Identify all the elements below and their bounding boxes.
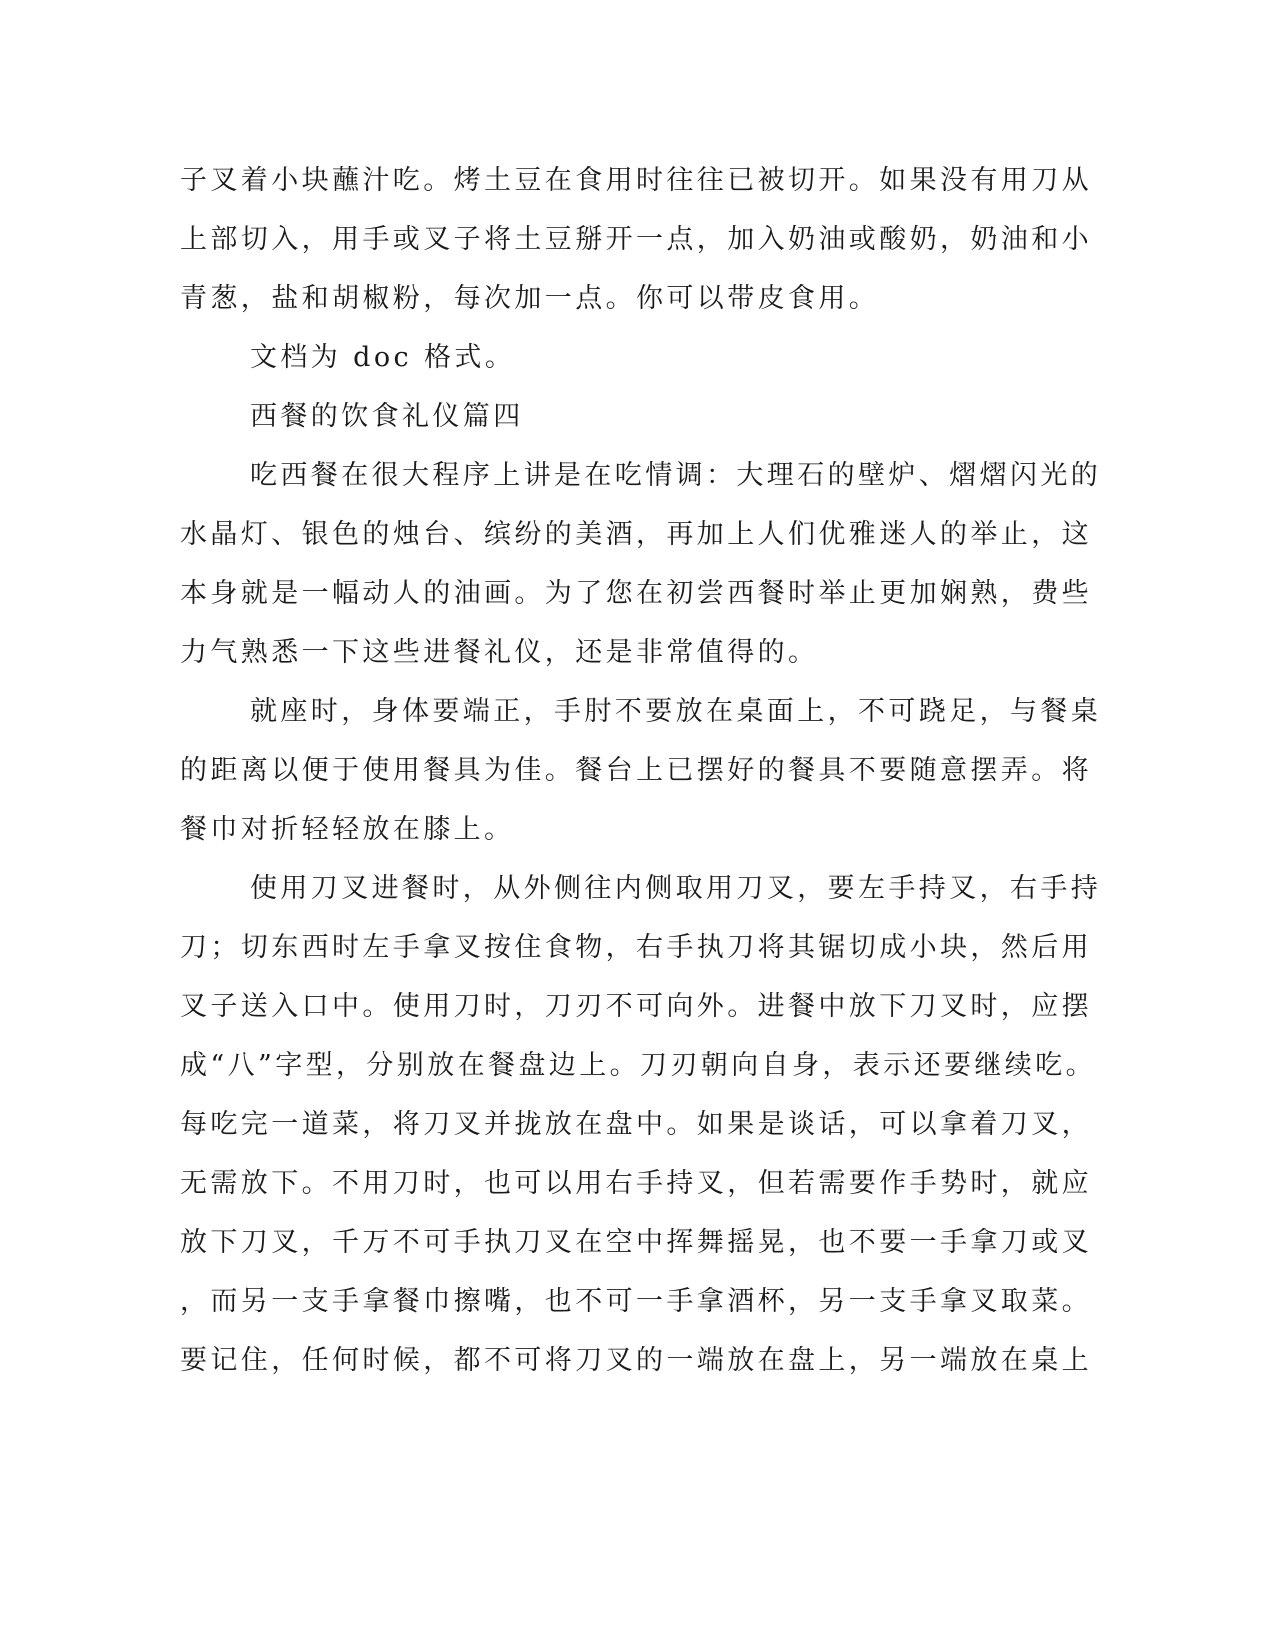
text-line: 青葱，盐和胡椒粉，每次加一点。你可以带皮食用。 xyxy=(180,283,880,314)
text-line: ，而另一支手拿餐巾擦嘴，也不可一手拿酒杯，另一支手拿叉取菜。 xyxy=(180,1286,1092,1317)
text-line: 无需放下。不用刀时，也可以用右手持叉，但若需要作手势时，就应 xyxy=(180,1168,1092,1199)
text-line: 餐巾对折轻轻放在膝上。 xyxy=(180,814,515,845)
text-line: 每吃完一道菜，将刀叉并拢放在盘中。如果是谈话，可以拿着刀叉， xyxy=(180,1109,1092,1140)
text-line: 子叉着小块蘸汁吃。烤土豆在食用时往往已被切开。如果没有用刀从 xyxy=(180,165,1092,196)
text-line: 水晶灯、银色的烛台、缤纷的美酒，再加上人们优雅迷人的举止，这 xyxy=(180,519,1092,550)
text-line: 成“八”字型，分别放在餐盘边上。刀刃朝向自身，表示还要继续吃。 xyxy=(180,1050,1097,1081)
text-line: 叉子送入口中。使用刀时，刀刃不可向外。进餐中放下刀叉时，应摆 xyxy=(180,991,1092,1022)
text-line: 放下刀叉，千万不可手执刀叉在空中挥舞摇晃，也不要一手拿刀或叉 xyxy=(180,1227,1092,1258)
text-line: 文档为 doc 格式。 xyxy=(250,342,516,373)
section-heading: 西餐的饮食礼仪篇四 xyxy=(250,401,524,432)
text-line: 就座时，身体要端正，手肘不要放在桌面上，不可跷足，与餐桌 xyxy=(250,696,1102,727)
text-line: 要记住，任何时候，都不可将刀叉的一端放在盘上，另一端放在桌上 xyxy=(180,1345,1092,1376)
text-line: 使用刀叉进餐时，从外侧往内侧取用刀叉，要左手持叉，右手持 xyxy=(250,873,1102,904)
text-line: 本身就是一幅动人的油画。为了您在初尝西餐时举止更加娴熟，费些 xyxy=(180,578,1092,609)
text-line: 力气熟悉一下这些进餐礼仪，还是非常值得的。 xyxy=(180,637,819,668)
text-line: 上部切入，用手或叉子将土豆掰开一点，加入奶油或酸奶，奶油和小 xyxy=(180,224,1092,255)
text-line: 的距离以便于使用餐具为佳。餐台上已摆好的餐具不要随意摆弄。将 xyxy=(180,755,1092,786)
text-line: 刀；切东西时左手拿叉按住食物，右手执刀将其锯切成小块，然后用 xyxy=(180,932,1092,963)
text-line: 吃西餐在很大程序上讲是在吃情调：大理石的壁炉、熠熠闪光的 xyxy=(250,460,1102,491)
